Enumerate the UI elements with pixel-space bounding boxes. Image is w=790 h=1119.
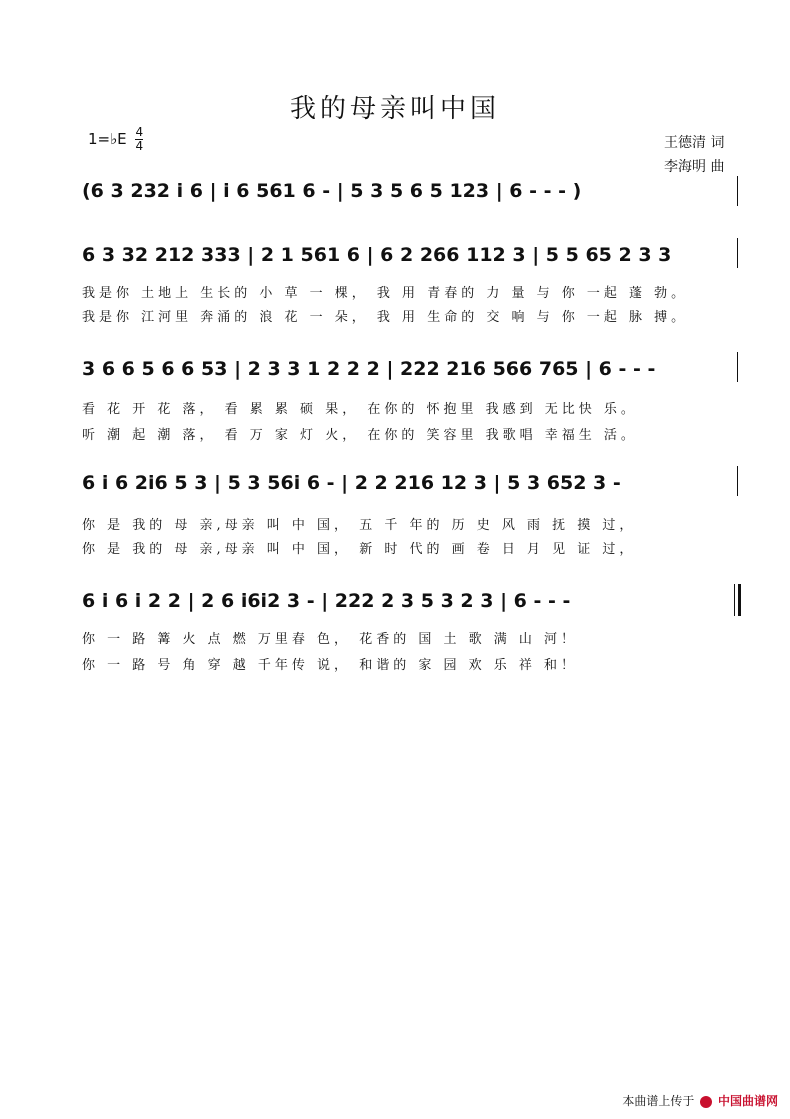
score-row-1: (6 3 232 i 6 | i 6 561 6 - | 5 3 5 6 5 123 | 6 - - - ) xyxy=(82,180,582,202)
footer xyxy=(622,1092,778,1109)
score-row-4: 6 i 6 2i6 5 3 | 5 3 56i 6 - | 2 2 216 12 3 | 5 3 652 3 - xyxy=(82,472,621,494)
time-top: 4 xyxy=(135,125,144,139)
lyric-row-4-verse-1: 你 是 我的 母 亲,母亲 叫 中 国， 五 千 年的 历 史 风 雨 抚 摸 过， xyxy=(82,518,637,533)
score-row-5: 6 i 6 i 2 2 | 2 6 i6i2 3 - | 222 2 3 5 3 2 3 | 6 - - - xyxy=(82,590,571,612)
key-label: 1=♭E xyxy=(88,130,127,148)
barline xyxy=(737,176,738,206)
key-signature xyxy=(88,126,143,153)
score-row-3: 3 6 6 5 6 6 53 | 2 3 3 1 2 2 2 | 222 216 566 765 | 6 - - - xyxy=(82,358,656,380)
barline xyxy=(737,238,738,268)
time-bottom: 4 xyxy=(135,139,144,153)
barline xyxy=(737,352,738,382)
footer-site-name[interactable]: 中国曲谱网 xyxy=(717,1094,778,1108)
footer-upload-text: 本曲谱上传于 xyxy=(622,1094,695,1108)
lyric-row-5-verse-1: 你 一 路 篝 火 点 燃 万里春 色， 花香的 国 土 歌 满 山 河！ xyxy=(82,632,578,647)
final-barline-thin xyxy=(734,584,735,616)
score-row-2: 6 3 32 212 333 | 2 1 561 6 | 6 2 266 112 3 | 5 5 65 2 3 3 xyxy=(82,244,672,266)
lyricist: 王德清 词 xyxy=(664,135,725,151)
composer: 李海明 曲 xyxy=(664,159,725,175)
lyric-row-4-verse-2: 你 是 我的 母 亲,母亲 叫 中 国， 新 时 代的 画 卷 日 月 见 证 过， xyxy=(82,542,637,557)
lyric-row-2-verse-2: 我是你 江河里 奔涌的 浪 花 一 朵， 我 用 生命的 交 响 与 你 一起 脉 搏。 xyxy=(82,310,689,325)
time-signature xyxy=(135,126,143,153)
lyric-row-5-verse-2: 你 一 路 号 角 穿 越 千年传 说， 和谐的 家 园 欢 乐 祥 和！ xyxy=(82,658,578,673)
site-logo-icon xyxy=(700,1096,712,1108)
lyric-row-2-verse-1: 我是你 土地上 生长的 小 草 一 棵， 我 用 青春的 力 量 与 你 一起 蓬 勃。 xyxy=(82,286,689,301)
barline xyxy=(737,466,738,496)
lyric-row-3-verse-2: 听 潮 起 潮 落， 看 万 家 灯 火， 在你的 笑容里 我歌唱 幸福生 活。 xyxy=(82,428,638,443)
page-title: 我的母亲叫中国 xyxy=(289,94,500,124)
lyric-row-3-verse-1: 看 花 开 花 落， 看 累 累 硕 果， 在你的 怀抱里 我感到 无比快 乐。 xyxy=(82,402,638,417)
final-barline-thick xyxy=(738,584,741,616)
